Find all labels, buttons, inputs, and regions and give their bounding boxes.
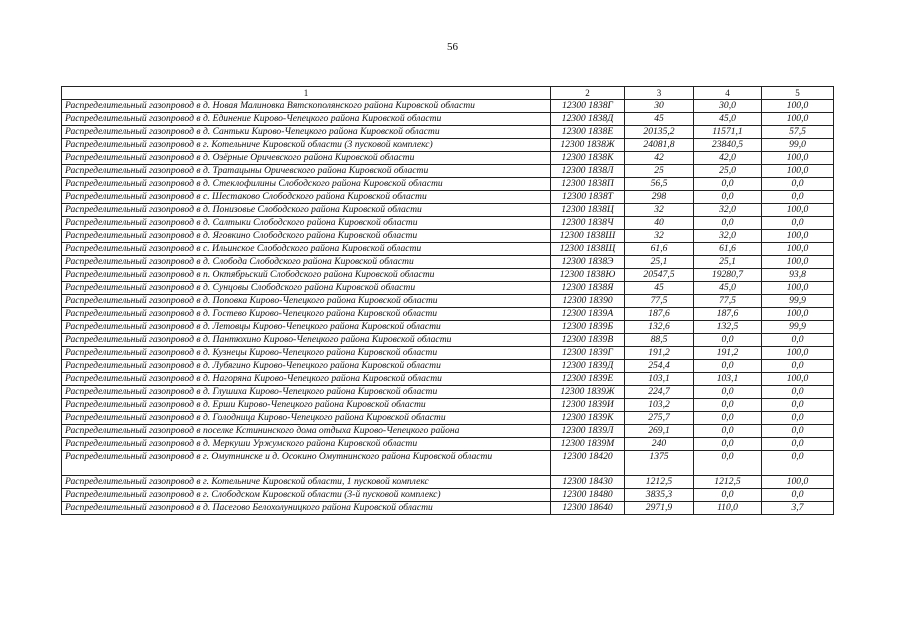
code-cell: 12300 1839Д xyxy=(551,360,625,373)
table-row xyxy=(62,191,834,204)
value-cell: 32 xyxy=(625,230,694,243)
value-cell: 42 xyxy=(625,152,694,165)
value-cell: 2971,9 xyxy=(625,502,694,515)
value-cell: 25 xyxy=(625,165,694,178)
object-name-cell: Распределительный газопровод в д. Новая Малиновка Вятскополянского района Кировской области xyxy=(62,100,551,113)
code-cell: 12300 18640 xyxy=(551,502,625,515)
percent-cell: 0,0 xyxy=(762,191,834,204)
value-cell: 1212,5 xyxy=(694,476,762,489)
code-cell: 12300 18390 xyxy=(551,295,625,308)
object-name-cell: Распределительный газопровод в п. Октябрьский Слободского района Кировской области xyxy=(62,269,551,282)
value-cell: 88,5 xyxy=(625,334,694,347)
code-cell: 12300 1838Я xyxy=(551,282,625,295)
table-row xyxy=(62,217,834,230)
value-cell: 110,0 xyxy=(694,502,762,515)
percent-cell: 100,0 xyxy=(762,256,834,269)
value-cell: 224,7 xyxy=(625,386,694,399)
value-cell: 1375 xyxy=(625,451,694,476)
column-header-5: 5 xyxy=(762,87,834,100)
code-cell: 12300 1838Д xyxy=(551,113,625,126)
code-cell: 12300 1838Л xyxy=(551,165,625,178)
object-name-cell: Распределительный газопровод в д. Пасегово Белохолуницкого района Кировской области xyxy=(62,502,551,515)
percent-cell: 0,0 xyxy=(762,399,834,412)
code-cell: 12300 1839К xyxy=(551,412,625,425)
percent-cell: 100,0 xyxy=(762,204,834,217)
value-cell: 45 xyxy=(625,282,694,295)
object-name-cell: Распределительный газопровод в д. Голодница Кирово-Чепецкого района Кировской области xyxy=(62,412,551,425)
value-cell: 20135,2 xyxy=(625,126,694,139)
percent-cell: 57,5 xyxy=(762,126,834,139)
code-cell: 12300 1839И xyxy=(551,399,625,412)
code-cell: 12300 1839М xyxy=(551,438,625,451)
value-cell: 23840,5 xyxy=(694,139,762,152)
object-name-cell: Распределительный газопровод в г. Котельниче Кировской области, 1 пусковой комплекс xyxy=(62,476,551,489)
value-cell: 0,0 xyxy=(694,438,762,451)
object-name-cell: Распределительный газопровод в д. Поповка Кирово-Чепецкого района Кировской области xyxy=(62,295,551,308)
value-cell: 45 xyxy=(625,113,694,126)
value-cell: 0,0 xyxy=(694,399,762,412)
object-name-cell: Распределительный газопровод в д. Глушиха Кирово-Чепецкого района Кировской области xyxy=(62,386,551,399)
value-cell: 32,0 xyxy=(694,230,762,243)
value-cell: 42,0 xyxy=(694,152,762,165)
percent-cell: 0,0 xyxy=(762,425,834,438)
code-cell: 12300 1839Ж xyxy=(551,386,625,399)
value-cell: 0,0 xyxy=(694,191,762,204)
data-table xyxy=(61,86,834,515)
percent-cell: 0,0 xyxy=(762,438,834,451)
percent-cell: 0,0 xyxy=(762,217,834,230)
value-cell: 0,0 xyxy=(694,451,762,476)
object-name-cell: Распределительный газопровод в д. Нагоряна Кирово-Чепецкого района Кировской области xyxy=(62,373,551,386)
table-row xyxy=(62,451,834,476)
value-cell: 254,4 xyxy=(625,360,694,373)
percent-cell: 0,0 xyxy=(762,360,834,373)
value-cell: 24081,8 xyxy=(625,139,694,152)
value-cell: 30 xyxy=(625,100,694,113)
code-cell: 12300 1838Г xyxy=(551,100,625,113)
object-name-cell: Распределительный газопровод в г. Котельниче Кировской области (3 пусковой комплекс) xyxy=(62,139,551,152)
table-row xyxy=(62,139,834,152)
value-cell: 40 xyxy=(625,217,694,230)
value-cell: 0,0 xyxy=(694,217,762,230)
value-cell: 3835,3 xyxy=(625,489,694,502)
code-cell: 12300 1838Ю xyxy=(551,269,625,282)
value-cell: 298 xyxy=(625,191,694,204)
object-name-cell: Распределительный газопровод в д. Стеклофилины Слободского района Кировской области xyxy=(62,178,551,191)
value-cell: 77,5 xyxy=(625,295,694,308)
value-cell: 0,0 xyxy=(694,360,762,373)
code-cell: 12300 1839В xyxy=(551,334,625,347)
percent-cell: 100,0 xyxy=(762,373,834,386)
code-cell: 12300 1838П xyxy=(551,178,625,191)
object-name-cell: Распределительный газопровод в д. Слобода Слободского района Кировской области xyxy=(62,256,551,269)
object-name-cell: Распределительный газопровод в д. Сунцовы Слободского района Кировской области xyxy=(62,282,551,295)
percent-cell: 3,7 xyxy=(762,502,834,515)
table-row xyxy=(62,113,834,126)
table-row xyxy=(62,321,834,334)
page-number: 56 xyxy=(447,41,458,53)
object-name-cell: Распределительный газопровод в г. Омутнинске и д. Осокино Омутнинского района Кировской области xyxy=(62,451,551,476)
object-name-cell: Распределительный газопровод в д. Единение Кирово-Чепецкого района Кировской области xyxy=(62,113,551,126)
value-cell: 61,6 xyxy=(694,243,762,256)
table-row xyxy=(62,204,834,217)
value-cell: 103,2 xyxy=(625,399,694,412)
percent-cell: 100,0 xyxy=(762,243,834,256)
table-row xyxy=(62,476,834,489)
table-row xyxy=(62,360,834,373)
table-row xyxy=(62,165,834,178)
table-row xyxy=(62,256,834,269)
object-name-cell: Распределительный газопровод в с. Шестаково Слободского района Кировской области xyxy=(62,191,551,204)
code-cell: 12300 1838Ц xyxy=(551,204,625,217)
code-cell: 12300 18430 xyxy=(551,476,625,489)
value-cell: 187,6 xyxy=(625,308,694,321)
percent-cell: 0,0 xyxy=(762,386,834,399)
value-cell: 20547,5 xyxy=(625,269,694,282)
value-cell: 11571,1 xyxy=(694,126,762,139)
percent-cell: 0,0 xyxy=(762,178,834,191)
object-name-cell: Распределительный газопровод в д. Кузнецы Кирово-Чепецкого района Кировской области xyxy=(62,347,551,360)
code-cell: 12300 1839А xyxy=(551,308,625,321)
code-cell: 12300 1838Ч xyxy=(551,217,625,230)
value-cell: 25,1 xyxy=(694,256,762,269)
value-cell: 0,0 xyxy=(694,489,762,502)
value-cell: 103,1 xyxy=(694,373,762,386)
percent-cell: 0,0 xyxy=(762,451,834,476)
column-header-3: 3 xyxy=(625,87,694,100)
object-name-cell: Распределительный газопровод в д. Тратацыны Оричевского района Кировской области xyxy=(62,165,551,178)
percent-cell: 99,9 xyxy=(762,321,834,334)
object-name-cell: Распределительный газопровод в с. Ильинское Слободского района Кировской области xyxy=(62,243,551,256)
value-cell: 0,0 xyxy=(694,412,762,425)
percent-cell: 100,0 xyxy=(762,230,834,243)
table-row xyxy=(62,412,834,425)
column-header-2: 2 xyxy=(551,87,625,100)
code-cell: 12300 1839Г xyxy=(551,347,625,360)
code-cell: 12300 1838Э xyxy=(551,256,625,269)
code-cell: 12300 1838К xyxy=(551,152,625,165)
code-cell: 12300 1838Ш xyxy=(551,230,625,243)
object-name-cell: Распределительный газопровод в д. Гостево Кирово-Чепецкого района Кировской области xyxy=(62,308,551,321)
percent-cell: 100,0 xyxy=(762,347,834,360)
code-cell: 12300 1838Щ xyxy=(551,243,625,256)
code-cell: 12300 1839Е xyxy=(551,373,625,386)
percent-cell: 99,0 xyxy=(762,139,834,152)
table-row xyxy=(62,347,834,360)
percent-cell: 100,0 xyxy=(762,152,834,165)
value-cell: 61,6 xyxy=(625,243,694,256)
table-row xyxy=(62,178,834,191)
value-cell: 0,0 xyxy=(694,334,762,347)
value-cell: 19280,7 xyxy=(694,269,762,282)
value-cell: 103,1 xyxy=(625,373,694,386)
code-cell: 12300 1839Л xyxy=(551,425,625,438)
code-cell: 12300 18480 xyxy=(551,489,625,502)
value-cell: 191,2 xyxy=(625,347,694,360)
value-cell: 32 xyxy=(625,204,694,217)
percent-cell: 100,0 xyxy=(762,113,834,126)
object-name-cell: Распределительный газопровод в д. Пантюхино Кирово-Чепецкого района Кировской области xyxy=(62,334,551,347)
object-name-cell: Распределительный газопровод в поселке Кстининского дома отдыха Кирово-Чепецкого района xyxy=(62,425,551,438)
percent-cell: 99,9 xyxy=(762,295,834,308)
value-cell: 30,0 xyxy=(694,100,762,113)
percent-cell: 0,0 xyxy=(762,412,834,425)
value-cell: 269,1 xyxy=(625,425,694,438)
object-name-cell: Распределительный газопровод в д. Яговкино Слободского района Кировской области xyxy=(62,230,551,243)
value-cell: 275,7 xyxy=(625,412,694,425)
table-row xyxy=(62,152,834,165)
table-row xyxy=(62,243,834,256)
code-cell: 12300 1838Е xyxy=(551,126,625,139)
table-row xyxy=(62,100,834,113)
value-cell: 0,0 xyxy=(694,178,762,191)
value-cell: 0,0 xyxy=(694,425,762,438)
object-name-cell: Распределительный газопровод в д. Меркуши Уржумского района Кировской области xyxy=(62,438,551,451)
value-cell: 25,0 xyxy=(694,165,762,178)
column-header-4: 4 xyxy=(694,87,762,100)
code-cell: 12300 1838Т xyxy=(551,191,625,204)
object-name-cell: Распределительный газопровод в д. Ерши Кирово-Чепецкого района Кировской области xyxy=(62,399,551,412)
percent-cell: 100,0 xyxy=(762,282,834,295)
code-cell: 12300 18420 xyxy=(551,451,625,476)
value-cell: 32,0 xyxy=(694,204,762,217)
table-row xyxy=(62,438,834,451)
value-cell: 191,2 xyxy=(694,347,762,360)
table-header-row xyxy=(62,87,834,100)
table-row xyxy=(62,126,834,139)
table-row xyxy=(62,334,834,347)
table-row xyxy=(62,295,834,308)
object-name-cell: Распределительный газопровод в д. Понизовье Слободского района Кировской области xyxy=(62,204,551,217)
value-cell: 240 xyxy=(625,438,694,451)
value-cell: 45,0 xyxy=(694,282,762,295)
table-row xyxy=(62,386,834,399)
value-cell: 77,5 xyxy=(694,295,762,308)
table-row xyxy=(62,373,834,386)
table-row xyxy=(62,399,834,412)
code-cell: 12300 1838Ж xyxy=(551,139,625,152)
percent-cell: 100,0 xyxy=(762,165,834,178)
value-cell: 1212,5 xyxy=(625,476,694,489)
object-name-cell: Распределительный газопровод в д. Летовцы Кирово-Чепецкого района Кировской области xyxy=(62,321,551,334)
percent-cell: 100,0 xyxy=(762,100,834,113)
table-row xyxy=(62,282,834,295)
table-row xyxy=(62,489,834,502)
value-cell: 132,6 xyxy=(625,321,694,334)
table-row xyxy=(62,269,834,282)
value-cell: 132,5 xyxy=(694,321,762,334)
table-row xyxy=(62,502,834,515)
table-row xyxy=(62,308,834,321)
table-row xyxy=(62,425,834,438)
percent-cell: 100,0 xyxy=(762,476,834,489)
value-cell: 187,6 xyxy=(694,308,762,321)
object-name-cell: Распределительный газопровод в д. Лубягино Кирово-Чепецкого района Кировской области xyxy=(62,360,551,373)
object-name-cell: Распределительный газопровод в д. Салтыки Слободского района Кировской области xyxy=(62,217,551,230)
table-row xyxy=(62,230,834,243)
percent-cell: 93,8 xyxy=(762,269,834,282)
value-cell: 56,5 xyxy=(625,178,694,191)
object-name-cell: Распределительный газопровод в г. Слободском Кировской области (3-й пусковой комплекс) xyxy=(62,489,551,502)
percent-cell: 0,0 xyxy=(762,334,834,347)
column-header-1: 1 xyxy=(62,87,551,100)
value-cell: 45,0 xyxy=(694,113,762,126)
object-name-cell: Распределительный газопровод в д. Озёрные Оричевского района Кировской области xyxy=(62,152,551,165)
object-name-cell: Распределительный газопровод в д. Сантьки Кирово-Чепецкого района Кировской области xyxy=(62,126,551,139)
percent-cell: 100,0 xyxy=(762,308,834,321)
value-cell: 0,0 xyxy=(694,386,762,399)
code-cell: 12300 1839Б xyxy=(551,321,625,334)
percent-cell: 0,0 xyxy=(762,489,834,502)
value-cell: 25,1 xyxy=(625,256,694,269)
